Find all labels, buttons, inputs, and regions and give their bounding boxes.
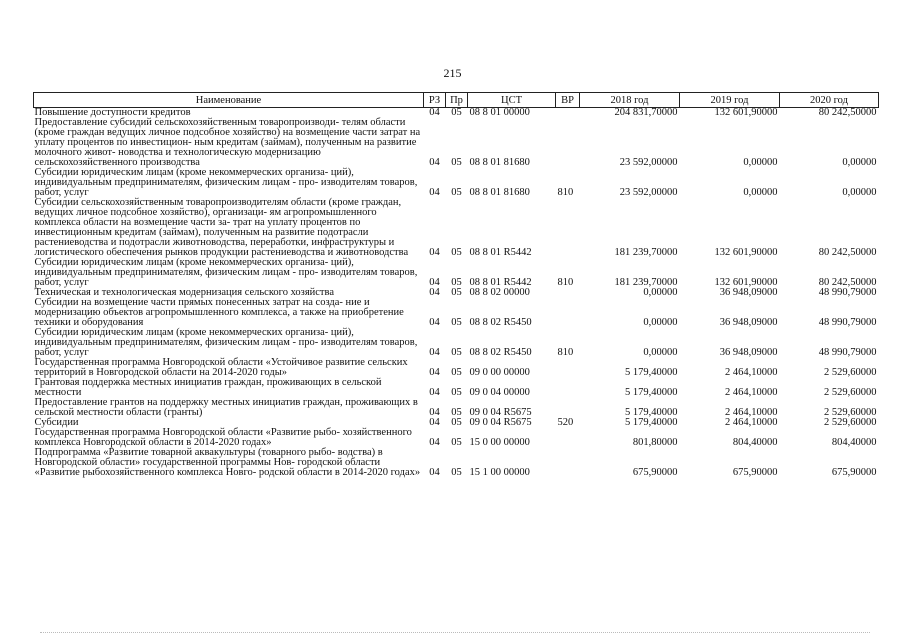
cell-2019: 804,40000: [732, 437, 778, 448]
header-name: Наименование: [34, 93, 424, 108]
table-row: [34, 448, 879, 478]
cell-cst: 09 0 04 R5675: [469, 417, 532, 428]
cell-rz: 04: [429, 347, 440, 358]
cell-2020: 2 529,60000: [824, 387, 877, 398]
cell-cst: 15 1 00 00000: [469, 467, 530, 478]
cell-2019: 2 464,10000: [725, 367, 778, 378]
cell-pr: 05: [451, 317, 462, 328]
cell-pr: 05: [451, 107, 462, 118]
cell-2020: 80 242,50000: [818, 107, 877, 118]
cell-name: Субсидии сельскохозяйственным товаропроизводителям области (кроме граждан, ведущих личное подсобное хозяйство), организаци- ям агропромышленного комплекса области на возмещение части за- трат на уплату процентов по инвестиционным кредитам (займам), полученным на развитие подотрасли растениеводства и подотрасли животноводства, переработки, инфраструктуры и логистического обеспечения рынков продукции растениеводства и животноводства: [34, 197, 409, 258]
cell-vr: [556, 428, 580, 448]
cell-name: Субсидии юридическим лицам (кроме некоммерческих организа- ций), индивидуальным предпринимателям, физическим лицам - про- изводителям товаров, работ, услуг: [34, 257, 418, 288]
cell-name: Грантовая поддержка местных инициатив граждан, проживающих в сельской местности: [34, 377, 382, 398]
cell-pr: 05: [451, 387, 462, 398]
cell-2019: 132 601,90000: [714, 107, 778, 118]
cell-vr: [556, 198, 580, 258]
table-row: [34, 398, 879, 418]
table-row: [34, 378, 879, 398]
cell-cst: 09 0 04 R5675: [469, 407, 532, 418]
table-row: [34, 258, 879, 288]
cell-2019: 36 948,09000: [719, 317, 778, 328]
cell-2018: 181 239,70000: [614, 247, 678, 258]
cell-pr: 05: [451, 417, 462, 428]
cell-rz: 04: [429, 107, 440, 118]
cell-pr: 05: [451, 347, 462, 358]
cell-rz: 04: [429, 417, 440, 428]
cell-rz: 04: [429, 157, 440, 168]
cell-rz: 04: [429, 367, 440, 378]
cell-name: Государственная программа Новгородской области «Развитие рыбо- хозяйственного комплекса Новгородской области в 2014-2020 годах»: [34, 427, 412, 448]
cell-vr: 810: [557, 277, 574, 288]
table-row: [34, 298, 879, 328]
cell-2019: 0,00000: [743, 187, 778, 198]
cell-vr: [556, 298, 580, 328]
cell-2018: 204 831,70000: [614, 107, 678, 118]
cell-2018: 5 179,40000: [625, 387, 678, 398]
header-rz: РЗ: [424, 93, 446, 108]
cell-2019: 2 464,10000: [725, 407, 778, 418]
cell-2020: 675,90000: [831, 467, 877, 478]
table-row: [34, 328, 879, 358]
cell-rz: 04: [429, 437, 440, 448]
cell-name: Субсидии юридическим лицам (кроме некоммерческих организа- ций), индивидуальным предпринимателям, физическим лицам - про- изводителям товаров, работ, услуг: [34, 327, 418, 358]
cell-2020: 48 990,79000: [818, 287, 877, 298]
cell-rz: 04: [429, 467, 440, 478]
page-number: 215: [443, 66, 462, 80]
table-row: [34, 428, 879, 448]
cell-rz: 04: [429, 277, 440, 288]
cell-2018: 0,00000: [643, 287, 678, 298]
cell-2018: 23 592,00000: [619, 187, 678, 198]
cell-pr: 05: [451, 287, 462, 298]
header-2019: 2019 год: [680, 93, 780, 108]
cell-2020: 0,00000: [842, 157, 877, 168]
cell-2018: 675,90000: [632, 467, 678, 478]
cell-cst: 15 0 00 00000: [469, 437, 530, 448]
cell-cst: 09 0 00 00000: [469, 367, 530, 378]
cell-cst: 08 8 01 81680: [469, 157, 530, 168]
cell-cst: 08 8 01 R5442: [469, 277, 532, 288]
cell-vr: 810: [557, 347, 574, 358]
cell-cst: 08 8 02 R5450: [469, 317, 532, 328]
table-row: [34, 198, 879, 258]
cell-name: Предоставление грантов на поддержку местных инициатив граждан, проживающих в сельской местности области (гранты): [34, 397, 418, 418]
cell-rz: 04: [429, 287, 440, 298]
cell-2019: 675,90000: [732, 467, 778, 478]
cell-name: Субсидии юридическим лицам (кроме некоммерческих организа- ций), индивидуальным предпринимателям, физическим лицам - про- изводителям товаров, работ, услуг: [34, 167, 418, 198]
cell-2020: 48 990,79000: [818, 317, 877, 328]
cell-pr: 05: [451, 407, 462, 418]
cell-2019: 0,00000: [743, 157, 778, 168]
cell-2020: 80 242,50000: [818, 247, 877, 258]
cell-2019: 36 948,09000: [719, 287, 778, 298]
cell-pr: 05: [451, 367, 462, 378]
cell-2018: 5 179,40000: [625, 417, 678, 428]
cell-rz: 04: [429, 247, 440, 258]
cell-2020: 2 529,60000: [824, 367, 877, 378]
cell-2018: 0,00000: [643, 347, 678, 358]
cell-2018: 0,00000: [643, 317, 678, 328]
cell-cst: 09 0 04 00000: [469, 387, 530, 398]
cell-2020: 80 242,50000: [818, 277, 877, 288]
cell-2019: 2 464,10000: [725, 417, 778, 428]
cell-pr: 05: [451, 437, 462, 448]
cell-rz: 04: [429, 187, 440, 198]
cell-2019: 132 601,90000: [714, 277, 778, 288]
cell-rz: 04: [429, 407, 440, 418]
cell-2020: 804,40000: [831, 437, 877, 448]
cell-name: Субсидии: [34, 417, 79, 428]
cell-2020: 0,00000: [842, 187, 877, 198]
cell-cst: 08 8 01 R5442: [469, 247, 532, 258]
cell-vr: [556, 378, 580, 398]
cell-2018: 23 592,00000: [619, 157, 678, 168]
cell-pr: 05: [451, 157, 462, 168]
cell-pr: 05: [451, 277, 462, 288]
cell-rz: 04: [429, 317, 440, 328]
cell-2019: 36 948,09000: [719, 347, 778, 358]
cell-pr: 05: [451, 187, 462, 198]
cell-2020: 2 529,60000: [824, 407, 877, 418]
cell-2018: 801,80000: [632, 437, 678, 448]
table-body: [34, 108, 879, 479]
cell-cst: 08 8 01 00000: [469, 107, 530, 118]
cell-vr: [556, 118, 580, 168]
header-2020: 2020 год: [780, 93, 879, 108]
cell-vr: 520: [557, 417, 574, 428]
header-pr: Пр: [446, 93, 468, 108]
cell-name: Предоставление субсидий сельскохозяйственным товаропроизводи- телям области (кроме граждан ведущих личное подсобное хозяйство) на возмещение части затрат на уплату процентов по инвестицион- ным кредитам (займам), полученным на развитие молочного живот- новодства и технологическую модернизацию сельскохозяйственного производства: [34, 117, 421, 168]
cell-name: Техническая и технологическая модернизация сельского хозяйства: [34, 287, 335, 298]
cell-name: Государственная программа Новгородской области «Устойчивое развитие сельских территорий в Новгородской области на 2014-2020 годы»: [34, 357, 408, 378]
cell-2018: 5 179,40000: [625, 367, 678, 378]
cell-vr: [556, 288, 580, 298]
scan-artifact-line: [40, 632, 870, 634]
cell-cst: 08 8 02 R5450: [469, 347, 532, 358]
cell-2018: 181 239,70000: [614, 277, 678, 288]
cell-name: Субсидии на возмещение части прямых понесенных затрат на созда- ние и модернизацию объектов агропромышленного комплекса, а также на приобретение техники и оборудования: [34, 297, 404, 328]
cell-vr: 810: [557, 187, 574, 198]
cell-name: Повышение доступности кредитов: [34, 107, 191, 118]
cell-2019: 132 601,90000: [714, 247, 778, 258]
table-row: [34, 358, 879, 378]
cell-cst: 08 8 02 00000: [469, 287, 530, 298]
table-row: [34, 118, 879, 168]
cell-vr: [556, 108, 580, 119]
cell-vr: [556, 398, 580, 418]
cell-cst: 08 8 01 81680: [469, 187, 530, 198]
header-cst: ЦСТ: [468, 93, 556, 108]
cell-pr: 05: [451, 247, 462, 258]
cell-name: Подпрограмма «Развитие товарной аквакультуры (товарного рыбо- водства) в Новгородской области» государственной программы Нов- городской области «Развитие рыбохозяйственного комплекса Новго- родской области в 2014-2020 годах»: [34, 447, 421, 478]
cell-2020: 2 529,60000: [824, 417, 877, 428]
table-header-row: [34, 93, 879, 108]
budget-table: [33, 92, 879, 478]
cell-pr: 05: [451, 467, 462, 478]
cell-2018: 5 179,40000: [625, 407, 678, 418]
header-vr: ВР: [556, 93, 580, 108]
cell-vr: [556, 358, 580, 378]
cell-2019: 2 464,10000: [725, 387, 778, 398]
cell-vr: [556, 448, 580, 478]
header-2018: 2018 год: [580, 93, 680, 108]
cell-2020: 48 990,79000: [818, 347, 877, 358]
table-row: [34, 168, 879, 198]
cell-rz: 04: [429, 387, 440, 398]
